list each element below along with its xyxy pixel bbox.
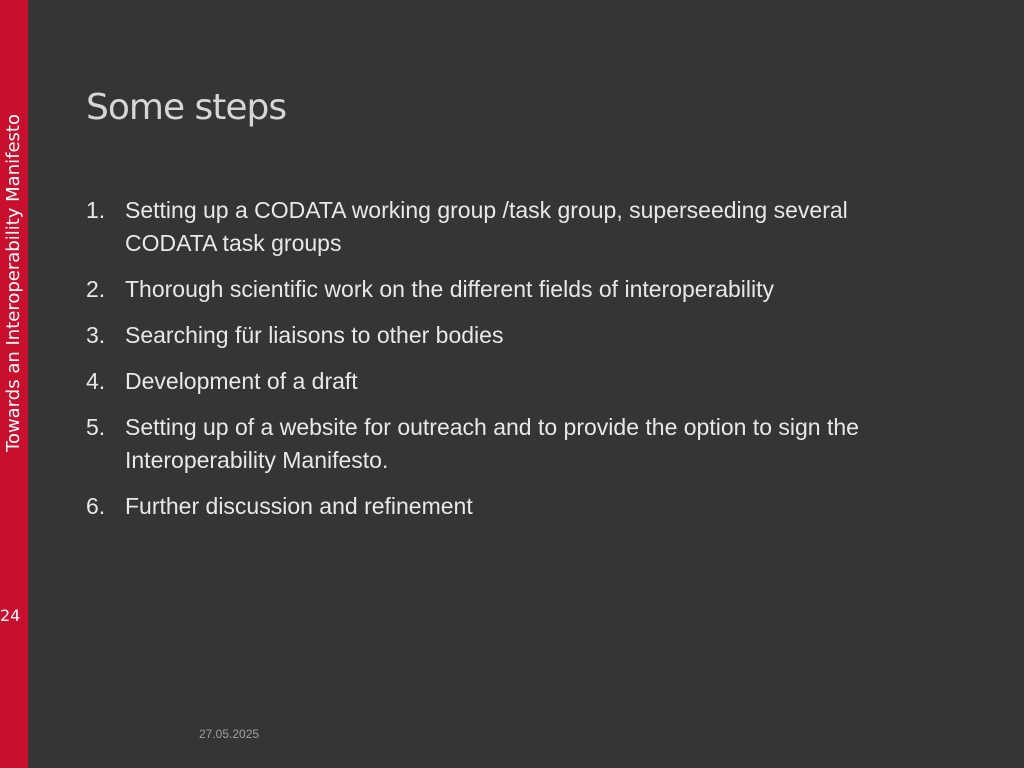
footer-date: 27.05.2025	[199, 727, 260, 741]
list-item-2	[86, 273, 906, 306]
list-item-number: 3.	[86, 322, 106, 348]
list-item-number: 5.	[86, 414, 106, 440]
list-item-3	[86, 319, 906, 352]
list-item-text: Setting up of a website for outreach and to provide the option to sign the Interoperability Manifesto.	[125, 414, 859, 473]
slide-title: Some steps	[86, 87, 287, 128]
list-item-5	[86, 411, 906, 477]
sidebar-title: Towards an Interoperability Manifesto	[3, 114, 24, 452]
list-item-number: 4.	[86, 368, 106, 394]
steps-list	[86, 194, 906, 536]
list-item-text: Thorough scientific work on the different fields of interoperability	[125, 276, 775, 302]
page-number: 24	[0, 606, 21, 625]
list-item-number: 2.	[86, 276, 106, 302]
list-item-number: 1.	[86, 197, 106, 223]
list-item-text: Setting up a CODATA working group /task group, superseeding several CODATA task groups	[125, 197, 848, 256]
list-item-number: 6.	[86, 493, 106, 519]
list-item-4	[86, 365, 906, 398]
list-item-text: Development of a draft	[125, 368, 358, 394]
list-item-text: Further discussion and refinement	[125, 493, 473, 519]
list-item-1	[86, 194, 906, 260]
sidebar-band	[0, 0, 28, 768]
list-item-text: Searching für liaisons to other bodies	[125, 322, 504, 348]
list-item-6	[86, 490, 906, 523]
